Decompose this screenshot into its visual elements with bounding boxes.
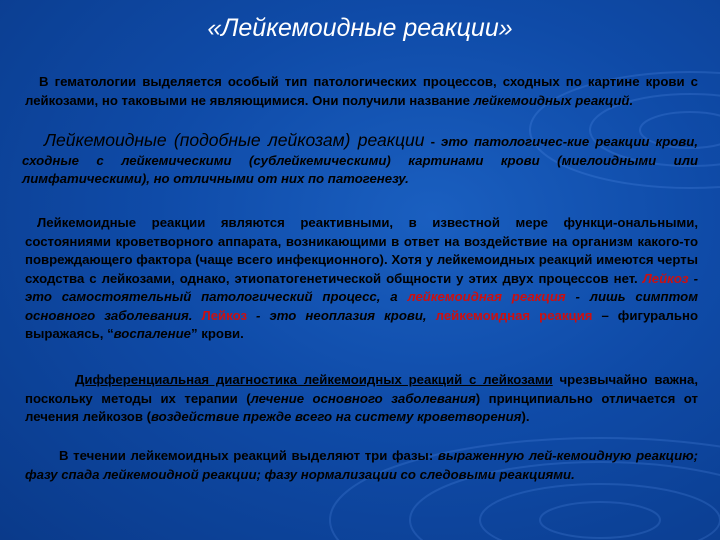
paragraph-intro — [25, 73, 698, 110]
nature-s5: ” крови. — [190, 326, 244, 341]
definition-text: это патологичес-кие реакции крови, сходные с лейкемическими (сублейкемическими) картинами крови (миелоидными или лимфатическими), но отличными от них по патогенезу. — [22, 134, 698, 186]
inflammation-word: воспаление — [113, 326, 191, 341]
nature-s4: – фигурально выражаясь, “ — [25, 307, 699, 341]
nature-s3: - это неоплазия крови, — [247, 307, 436, 323]
diagnostics-i2: воздействие прежде всего на систему кроветворения — [151, 409, 522, 424]
nature-s1: - это самостоятельный патологический процесс, а — [25, 270, 698, 304]
leikoz-term-2: Лейкоз — [201, 307, 248, 323]
paragraph-definition — [22, 131, 698, 189]
nature-text: Лейкемоидные реакции являются реактивными, в известной мере функци-ональными, состояниями кроветворного аппарата, возникающими в ответ на воздействие на организм какого-то повреждающего фактора (чаще всего инфекционного). Хотя у лейкемоидных реакций имеются черты сходства с лейкозами, однако, этиопатогенетической общности у этих двух процессов нет. — [25, 215, 698, 286]
paragraph-nature — [25, 214, 698, 344]
definition-dash: - — [424, 134, 442, 149]
phases-intro: В течении лейкемоидных реакций выделяют три фазы: — [59, 448, 438, 463]
diagnostics-heading: Дифференциальная диагностика лейкемоидных реакций с лейкозами — [75, 372, 553, 387]
diagnostics-s2: ) принципиально отличается от лечения лейкозов ( — [25, 390, 698, 424]
phases-list: выраженную лей-кемоидную реакцию; фазу спада лейкемоидной реакции; фазу нормализации со следовыми реакциями. — [25, 448, 699, 482]
intro-italic: лейкемоидных реакций. — [473, 92, 634, 108]
paragraph-diagnostics — [25, 371, 698, 427]
leukemoid-reaction-term-2: лейкемоидная реакция — [435, 307, 593, 323]
slide-title: «Лейкемоидные реакции» — [207, 14, 513, 42]
nature-s2: - лишь симптом основного заболевания. — [25, 289, 698, 323]
definition-term: Лейкемоидные (подобные лейкозам) реакции — [44, 130, 425, 150]
diagnostics-s1: чрезвычайно важна, поскольку методы их терапии ( — [25, 372, 698, 406]
diagnostics-s3: ). — [521, 409, 530, 424]
paragraph-phases — [25, 447, 698, 484]
leukemoid-reaction-term-1: лейкемоидная реакция — [407, 289, 566, 304]
intro-text: В гематологии выделяется особый тип патологических процессов, сходных по картине крови с лейкозами, но таковыми не являющимися. Они получили название — [25, 74, 698, 108]
leikoz-term-1: Лейкоз — [642, 270, 689, 286]
diagnostics-i1: лечение основного заболевания — [250, 390, 476, 406]
